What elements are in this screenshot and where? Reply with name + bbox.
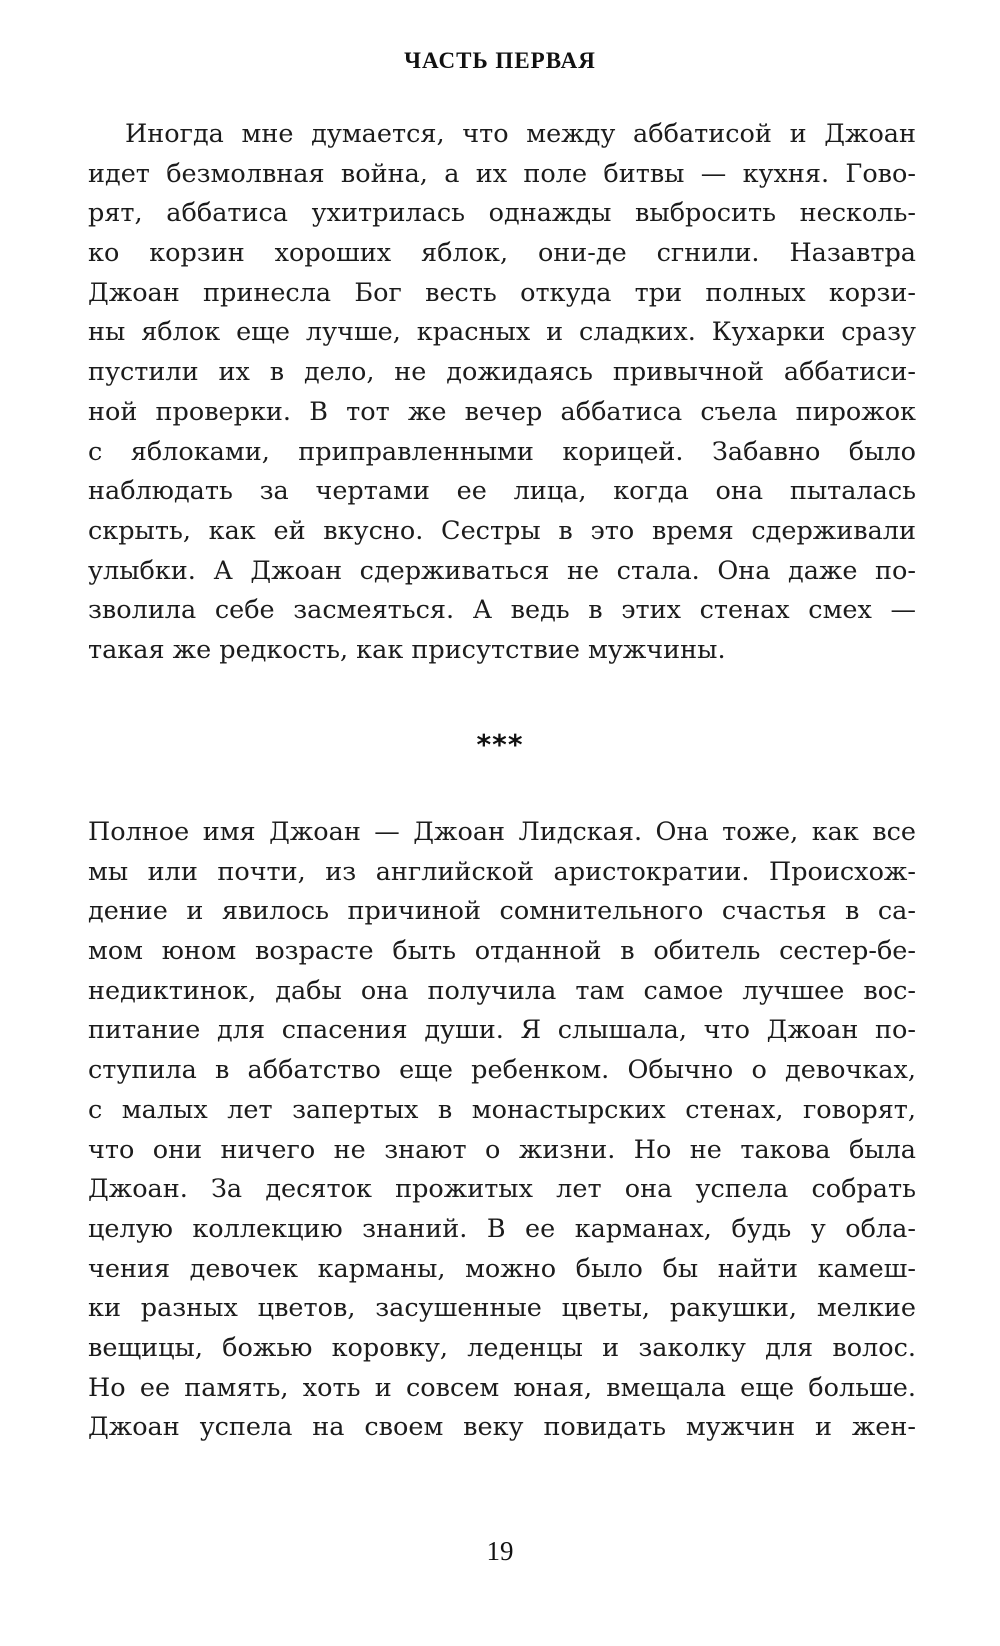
text-line: ной проверки. В тот же вечер аббатиса съела пирожок — [88, 396, 916, 427]
text-line: зволила себе засмеяться. А ведь в этих стенах смех — — [88, 595, 916, 626]
running-head: ЧАСТЬ ПЕРВАЯ — [404, 48, 596, 73]
text-line: чения девочек карманы, можно было бы найти камеш- — [88, 1253, 916, 1284]
text-line: ко корзин хороших яблок, они-де сгнили. Назавтра — [88, 238, 916, 269]
text-line: Джоан принесла Бог весть откуда три полных корзи- — [88, 277, 916, 308]
paragraph-2 — [88, 813, 916, 1448]
text-line: Иногда мне думается, что между аббатисой и Джоан — [125, 119, 916, 149]
text-line: идет безмолвная война, а их поле битвы — кухня. Гово- — [88, 158, 916, 189]
text-line: Джоан успела на своем веку повидать мужчин и жен- — [88, 1412, 916, 1443]
paragraph-1 — [88, 115, 916, 671]
page-number: 19 — [486, 1536, 514, 1566]
text-line: мом юном возрасте быть отданной в обитель сестер-бе- — [88, 936, 916, 967]
text-line: вещицы, божью коровку, леденцы и заколку для волос. — [88, 1332, 916, 1363]
text-line: недиктинок, дабы она получила там самое лучшее вос- — [88, 975, 916, 1006]
text-line: целую коллекцию знаний. В ее карманах, будь у обла- — [88, 1213, 916, 1244]
text-line: пустили их в дело, не дожидаясь привычной аббатиси- — [88, 357, 916, 388]
section-separator: *** — [476, 728, 524, 761]
text-line: такая же редкость, как присутствие мужчины. — [88, 634, 726, 665]
text-line: ки разных цветов, засушенные цветы, ракушки, мелкие — [88, 1293, 916, 1324]
text-line: ны яблок еще лучше, красных и сладких. Кухарки сразу — [88, 317, 916, 348]
text-line: Полное имя Джоан — Джоан Лидская. Она тоже, как все — [88, 817, 916, 847]
text-line: Но ее память, хоть и совсем юная, вмещала еще больше. — [88, 1372, 916, 1403]
text-line: ступила в аббатство еще ребенком. Обычно о девочках, — [88, 1055, 916, 1086]
text-line: с яблоками, приправленными корицей. Забавно было — [88, 436, 916, 467]
text-line: скрыть, как ей вкусно. Сестры в это время сдерживали — [88, 515, 916, 546]
text-line: с малых лет запертых в монастырских стенах, говорят, — [88, 1094, 916, 1125]
text-line: что они ничего не знают о жизни. Но не такова была — [88, 1134, 916, 1165]
text-line: рят, аббатиса ухитрилась однажды выбросить несколь- — [88, 198, 916, 229]
text-line: улыбки. А Джоан сдерживаться не стала. Она даже по- — [88, 555, 916, 586]
text-line: питание для спасения души. Я слышала, что Джоан по- — [88, 1015, 916, 1046]
text-line: дение и явилось причиной сомнительного счастья в са- — [88, 896, 916, 927]
text-line: наблюдать за чертами ее лица, когда она пыталась — [88, 476, 916, 507]
text-line: Джоан. За десяток прожитых лет она успела собрать — [88, 1174, 916, 1205]
text-line: мы или почти, из английской аристократии. Происхож- — [88, 856, 916, 887]
